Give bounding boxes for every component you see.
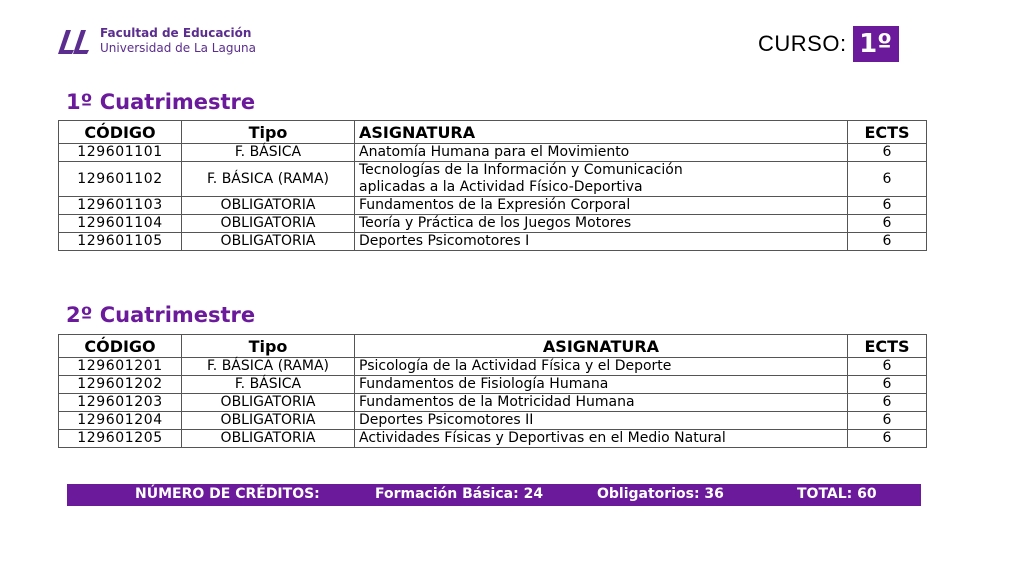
- col-header-ects: ECTS: [848, 335, 927, 358]
- university-name: Universidad de La Laguna: [100, 41, 257, 55]
- subject-code: 129601204: [59, 412, 182, 430]
- course-label: CURSO:: [758, 31, 847, 56]
- subject-name: [355, 162, 848, 197]
- subject-type: F. BÁSICA (RAMA): [182, 358, 355, 376]
- subject-ects: 6: [848, 376, 927, 394]
- subject-name: Teoría y Práctica de los Juegos Motores: [355, 215, 848, 233]
- subject-name: Psicología de la Actividad Física y el Deporte: [355, 358, 848, 376]
- subject-ects: 6: [848, 144, 927, 162]
- credits-summary-bar: [67, 484, 921, 506]
- subject-ects: 6: [848, 162, 927, 197]
- subject-name: Deportes Psicomotores I: [355, 233, 848, 251]
- subject-ects: 6: [848, 358, 927, 376]
- subject-type: F. BÁSICA (RAMA): [182, 162, 355, 197]
- subject-name: Actividades Físicas y Deportivas en el Medio Natural: [355, 430, 848, 448]
- subject-code: 129601105: [59, 233, 182, 251]
- subject-ects: 6: [848, 197, 927, 215]
- semester-1-title: 1º Cuatrimestre: [66, 90, 256, 114]
- credits-total: TOTAL: 60: [797, 486, 877, 502]
- subject-name: Fundamentos de Fisiología Humana: [355, 376, 848, 394]
- table-row: [59, 162, 927, 197]
- subject-type: OBLIGATORIA: [182, 215, 355, 233]
- subject-code: 129601103: [59, 197, 182, 215]
- subject-code: 129601203: [59, 394, 182, 412]
- col-header-tipo: Tipo: [182, 121, 355, 144]
- table-row: [59, 412, 927, 430]
- table-row: [59, 430, 927, 448]
- table-row: [59, 394, 927, 412]
- subject-code: 129601101: [59, 144, 182, 162]
- col-header-asignatura: ASIGNATURA: [355, 121, 848, 144]
- subject-type: F. BÁSICA: [182, 376, 355, 394]
- subject-code: 129601205: [59, 430, 182, 448]
- subject-type: OBLIGATORIA: [182, 430, 355, 448]
- subject-type: F. BÁSICA: [182, 144, 355, 162]
- subject-name-line2: aplicadas a la Actividad Físico-Deportiva: [359, 179, 643, 195]
- subject-name-line1: Tecnologías de la Información y Comunicación: [359, 162, 683, 178]
- course-badge: 1º: [853, 26, 899, 62]
- subject-code: 129601202: [59, 376, 182, 394]
- subject-ects: 6: [848, 233, 927, 251]
- table-header-row: [59, 121, 927, 144]
- faculty-logo: [56, 26, 256, 56]
- credits-label: NÚMERO DE CRÉDITOS:: [135, 486, 320, 502]
- table-row: [59, 215, 927, 233]
- table-row: [59, 233, 927, 251]
- faculty-name: Facultad de Educación: [100, 26, 252, 40]
- table-row: [59, 197, 927, 215]
- col-header-codigo: CÓDIGO: [59, 335, 182, 358]
- table-header-row: [59, 335, 927, 358]
- table-row: [59, 376, 927, 394]
- subject-name: Anatomía Humana para el Movimiento: [355, 144, 848, 162]
- subject-ects: 6: [848, 412, 927, 430]
- table-row: [59, 144, 927, 162]
- course-indicator: [758, 26, 899, 62]
- subject-name: Fundamentos de la Motricidad Humana: [355, 394, 848, 412]
- subject-ects: 6: [848, 215, 927, 233]
- semester-1-table: [58, 120, 927, 251]
- col-header-codigo: CÓDIGO: [59, 121, 182, 144]
- subject-ects: 6: [848, 430, 927, 448]
- subject-type: OBLIGATORIA: [182, 394, 355, 412]
- subject-code: 129601201: [59, 358, 182, 376]
- subject-type: OBLIGATORIA: [182, 233, 355, 251]
- semester-2-title: 2º Cuatrimestre: [66, 303, 256, 327]
- subject-name: Fundamentos de la Expresión Corporal: [355, 197, 848, 215]
- subject-name: Deportes Psicomotores II: [355, 412, 848, 430]
- table-row: [59, 358, 927, 376]
- subject-code: 129601102: [59, 162, 182, 197]
- col-header-tipo: Tipo: [182, 335, 355, 358]
- col-header-ects: ECTS: [848, 121, 927, 144]
- subject-type: OBLIGATORIA: [182, 412, 355, 430]
- subject-type: OBLIGATORIA: [182, 197, 355, 215]
- semester-2-table: [58, 334, 927, 448]
- ull-logo-icon: [56, 26, 92, 56]
- subject-ects: 6: [848, 394, 927, 412]
- credits-basica: Formación Básica: 24: [375, 486, 544, 502]
- credits-obligatorios: Obligatorios: 36: [597, 486, 724, 502]
- col-header-asignatura: ASIGNATURA: [355, 335, 848, 358]
- subject-code: 129601104: [59, 215, 182, 233]
